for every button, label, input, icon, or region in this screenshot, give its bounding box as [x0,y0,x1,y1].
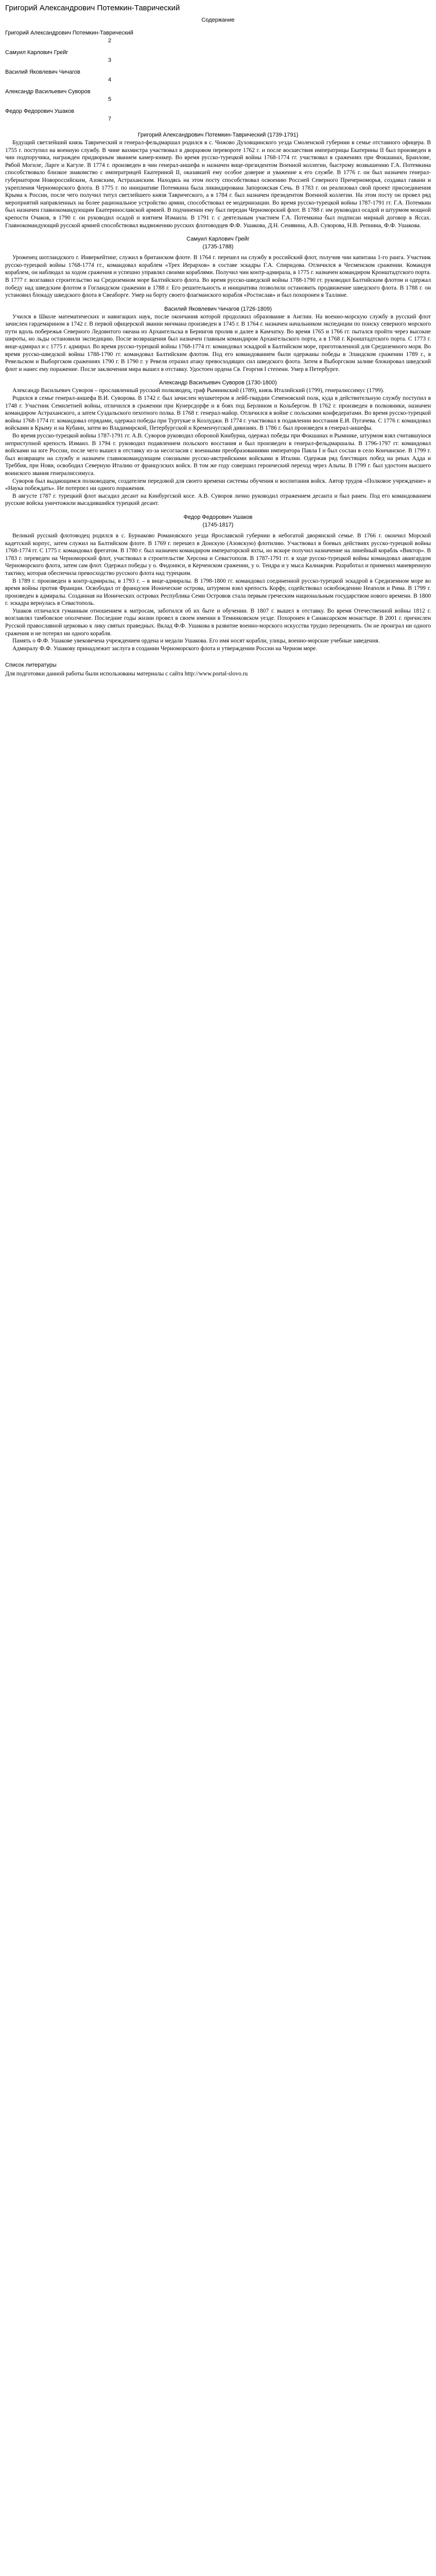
toc-item-name: Александр Васильевич Суворов [5,89,91,95]
section-paragraph: Будущий светлейший князь Таврический и генерал-фельдмаршал родился в с. Чижово Духовщинского уезда Смоленской губернии в семье отставного офицера. В 1755 г. поступил на военную службу. В чине вахмистра участвовал в дворцовом перевороте 1762 г. и после восшествия императрицы Екатерины II был произведен в чин подпоручика, награжден придворным званием камер-юнкер. Во время русско-турецкой войны 1768-1774 гг. участвовал в сражениях при Фокшанах, Браилове, Рябой Могиле, Ларге и Кагуле. В 1774 г. произведен в чин генерал-аншефа и назначен вице-президентом Военной коллегии, быстрому возвышению Г.А. Потемкина способствовало близкое знакомство с императрицей Екатериной II, оказавшей ему особое доверие и уважение к его службе. В 1776 г. он был назначен генерал-губернатором Новороссийским, Азовским, Астраханским. Находясь на этом посту способствовал освоению Россией Северного Причерноморья, создавал гавани и укрепления Черноморского флота. В 1775 г. по инициативе Потемкина была ликвидирована Запорожская Сечь. В 1783 г. он реализовал свой проект присоединения Крыма к России, после чего получил титул светлейшего князя Таврического, а в 1784 г. был назначен президентом Военной коллегии. На этом посту он провел ряд мероприятий направленных на более рациональное устройство армии, способствовал ее модернизации. Во время русско-турецкой войны 1787-1791 гг. Г.А. Потемкин был назначен главнокомандующим Екатеринославской армией. В подчинении ему был передан Черноморский флот. В 1788 г. им руководил осадой и штурмом мощной крепости Очаков, в 1790 г. он руководил осадой и взятием Измаила. В 1791 г. с деятельным участием Г.А. Потемкина был подписан мирный договор в Яссах. Главнокомандующий русской армией способствовал выдвижению русских флотоводцев Ф.Ф. Ушакова, Д.Н. Сенявина, А.В. Суворова, Н.В. Репнина, Ф.Ф. Ушакова. [5,140,431,229]
section-paragraph: Суворов был выдающимся полководцем, создателем передовой для своего времени системы обучения и воспитания войск. Автор трудов «Полковое учреждение» и «Наука побеждать». Не потерпел ни одного поражения. [5,478,431,492]
section-paragraph: Александр Васильевич Суворов – прославленный русский полководец, граф Рымникский (1789), князь Италийский (1799), генералиссимус (1799). [12,387,385,394]
section-heading: Федор Федорович Ушаков [183,514,253,520]
table-of-contents [5,16,431,123]
section-paragraph: Учился в Школе математических и навигацких наук, после окончания которой продолжил образование в Англии. На военно-морскую службу в русский флот зачислен гардемарином в 1742 г. В первой офицерской звании мичмана произведен в 1745 г. В 1764 г. назначен начальником экспедиции по поиску северного морского пути вдоль побережья Северного Ледовитого океана из Архангельска в Берингов пролив и далее в Камчатку. Во время 1765 и 1766 гг. пытался пройти через высокие широты, но льды остановили экспедицию. После возвращения был назначен главным командиром Архангельского порта, а в 1768 г. Кронштадтского порта. С 1773 г. вице-адмирал и с 1775 г. адмирал. Во время русско-турецкой войны 1768-1774 гг. командовал эскадрой в Балтийском море, приготовленной для Средиземного моря. Во время русско-шведской войны 1788-1790 гг. командовал Балтийским флотом. Под его командованием были одержаны победы в Эландском сражении 1789 г., в Ревельском и Выборгском сражениях 1790 г. В 1790 г. у Ревеля отразил атаку превосходящих сил шведского флота. Затем в Выборгском заливе блокировал шведский флот и нанес ему поражение. После заключения мира вышел в отставку. Удостоен ордена Св. Георгия I степени. Умер в Петербурге. [5,313,431,372]
toc-item-name: Григорий Александрович Потемкин-Таврический [5,30,133,36]
toc-item-name: Самуил Карлович Грейг [5,49,68,56]
toc-item-page: 2 [108,38,112,44]
section-paragraph: Великий русский флотоводец родился в с. Бурнаково Романовского уезда Ярославской губернии в небогатой дворянской семье. В 1766 г. окончил Морской кадетский корпус, затем служил на Балтийском флоте. В 1769 г. перешел в Донскую (Азовскую) флотилию. Участвовал в боевых действиях русско-турецкой войны 1768-1774 гг. С 1775 г. командовал фрегатом. В 1780 г. был назначен командиром императорской яхты, но вскоре получил назначение на линейный корабль «Виктор». В 1783 г. переведен на Черноморский флот, участвовал в строительстве Херсона и Севастополя. В 1787-1791 гг. в ходе русско-турецкой войны командовал авангардом Черноморского флота, затем сам флот. Одержал победы у о. Фидониси, в Керченском сражении, у о. Тендра и у мыса Калиакрия. Разработал и применил маневренную тактику, которая обеспечила превосходство русского флота над турецким. [5,532,431,577]
section-paragraph: Уроженец шотландского г. Инверкейтинг, служил в британском флоте. В 1764 г. перешел на службу в российский флот, получив чин капитана 1-го ранга. Участник русско-турецкой войны 1768-1774 гг., командовал кораблем «Трех Иерархов» в составе эскадры Г.А. Спиридова. Отличился в Чесменском сражении. Командуя кораблем, он наблюдал за ходом сражения и успешно управлял своими кораблями. Получил чин контр-адмирала, в 1775 г. назначен командиром Кронштадтского порта. В 1777 г. возглавил строительство на Средиземном море Балтийского флота. Во время русско-шведской войны 1788-1790 гг. руководил Балтийским флотом и одержал победу над шведским флотом в Гогландском сражении в 1788 г. Его решительность и инициатива позволили остановить продвижение шведского флота. В 1788 г. он установил блокаду шведского флота в Свеаборге. Умер на борту своего флагманского корабля «Ростислав» и был похоронен в Таллине. [5,255,431,299]
references [5,662,431,678]
section-greig [5,235,431,299]
section-paragraph: Адмиралу Ф.Ф. Ушакову принадлежит заслуга в создании Черноморского флота и утверждении России на Черном море. [12,645,318,652]
toc-item-page: 4 [108,77,112,83]
section-paragraph: Во время русско-турецкой войны 1787-1791 гг. А.В. Суворов руководил обороной Кинбурна, одержал победы при Фокшанах и Рымнике, штурмом взял считавшуюся неприступной крепость Измаил. В 1794 г. руководил подавлением польского восстания и был произведен в генерал-фельдмаршалы. В 1796-1797 гг. командовал войсками на юге России, после чего вышел в отставку из-за несогласия с военными преобразованиями императора Павла I и был сослан в село Кончанское. В 1799 г. был возвращен на службу и назначен главнокомандующим союзными русско-австрийскими войсками в Италии. Одержав ряд блестящих побед на реках Адда и Треббия, при Нови, освободил Северную Италию от французских войск. В том же году совершил героический переход через Альпы. В 1799 г. был удостоен высшего воинского звания генералиссимуса. [5,433,431,477]
section-ushakov [5,514,431,653]
section-years: (1745-1817) [202,521,234,528]
toc-item [5,49,431,64]
toc-item-page: 5 [108,96,112,103]
section-potemkin [5,131,431,229]
toc-item [5,69,431,84]
section-paragraph: В августе 1787 г. турецкий флот высадил десант на Кинбургской косе. А.В. Суворов лично руководил отражением десанта и был ранен. Под его командованием русские войска уничтожили высадившийся турецкий десант. [5,493,431,507]
reference-item: Для подготовки данной работы были использованы материалы с сайта http://www.portal-slovo.ru [5,671,248,677]
section-heading: Самуил Карлович Грейг [186,236,250,243]
section-paragraph: В 1789 г. произведен в контр-адмиралы, в 1793 г. – в вице-адмиралы. В 1798-1800 гг. командовал соединенной русско-турецкой эскадрой в Средиземном море во время войны против Франции. Освободил от французов Ионические острова, штурмом взял крепость Корфу, содействовал освобождению Неаполя и Рима. В 1799 г. произведен в адмиралы. Созданная на Ионических островах Республика Семи Островов стала первым греческим национальным государством нового времени. В 1800 г. эскадра вернулась в Севастополь. [5,578,431,607]
toc-item-name: Федор Федорович Ушаков [5,108,75,114]
toc-item-page: 3 [108,57,112,63]
toc-item [5,29,431,45]
toc-item-name: Василий Яковлевич Чичагов [5,69,80,75]
section-paragraph: Память о Ф.Ф. Ушакове увековечена учреждением ордена и медали Ушакова. Его имя носят корабли, улицы, военно-морские учебные заведения. [12,638,380,645]
section-chichagov [5,306,431,374]
section-heading: Александр Васильевич Суворов (1730-1800) [159,380,277,386]
page-title: Григорий Александрович Потемкин-Таврический [5,4,180,12]
section-paragraph: Родился в семье генерал-аншефа В.И. Суворова. В 1742 г. был зачислен мушкетером в лейб-гвардии Семеновский полк, куда в действительную службу поступил в 1748 г. Участник Семилетней войны, отличился в сражении при Кунерсдорфе и в боях под Берлином и Кольбергом. В 1762 г. произведен в полковники, назначен командиром Астраханского, а затем Суздальского пехотного полка. В 1768 г. генерал-майор. Отличился в войне с польскими конфедератами. Во время русско-турецкой войны 1768-1774 гг. командовал отрядами, одержал победы при Туртукае и Козлуджи. В 1774 г. участвовал в подавлении восстания Е.И. Пугачева. С 1776 г. командовал войсками в Крыму и на Кубани, затем во Владимирской, Петербургской и Кременчугской дивизиях. В 1786 г. был произведен в генерал-аншефы. [5,395,431,432]
toc-item [5,108,431,123]
section-heading: Григорий Александрович Потемкин-Таврический (1739-1791) [137,132,299,138]
toc-item [5,88,431,104]
references-heading: Список литературы [5,662,57,669]
section-heading: Василий Яковлевич Чичагов (1726-1809) [164,306,272,312]
section-paragraph: Ушаков отличался гуманным отношением к матросам, заботился об их быте и обучении. В 1807 г. вышел в отставку. Во время Отечественной войны 1812 г. возглавлял тамбовское ополчение. Последние годы жизни провел в своем имении в Темниковском уезде. Похоронен в Санаксарском монастыре. В 2001 г. причислен Русской православной церковью к лику святых праведных. Вклад Ф.Ф. Ушакова в развитие военно-морского искусства трудно переоценить. Он не проиграл ни одного сражения и не потерял ни одного корабля. [5,607,431,637]
toc-item-page: 7 [108,116,112,122]
toc-heading: Содержание [201,17,235,23]
section-suvorov [5,379,431,507]
section-years: (1735-1788) [202,244,234,250]
